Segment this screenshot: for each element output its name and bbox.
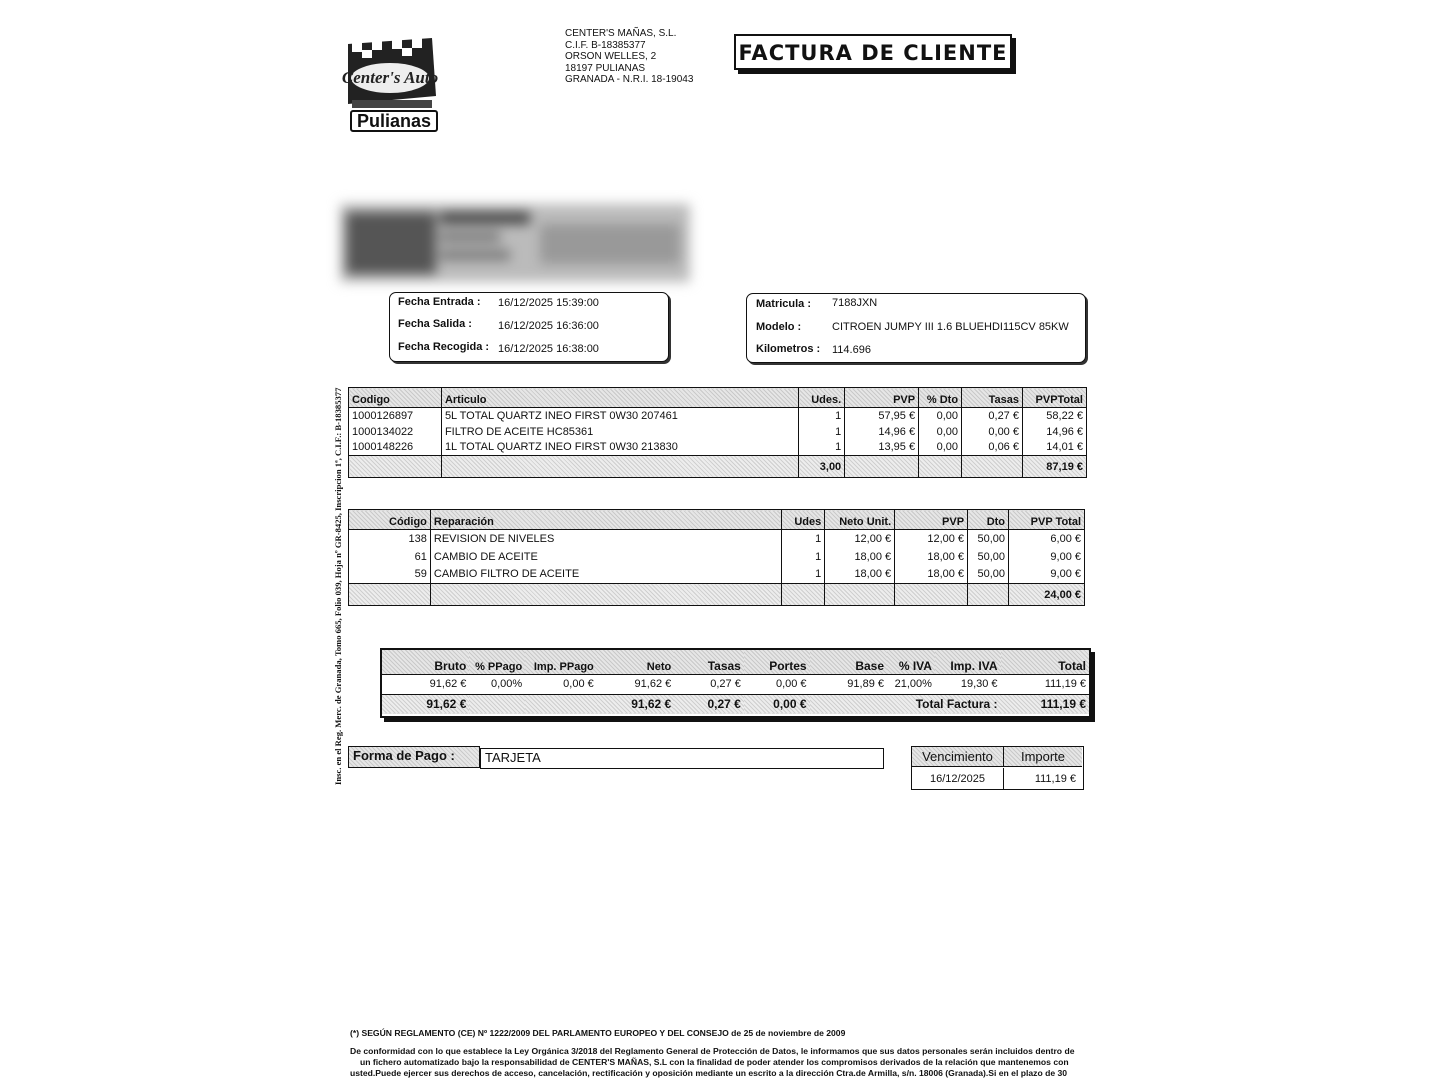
- sum-neto: 91,62 €: [597, 694, 674, 714]
- cell: 0,27 €: [962, 408, 1023, 424]
- cell: 18,00 €: [895, 566, 968, 584]
- reparaciones-table: [348, 509, 1085, 606]
- privacy-notice: [350, 1046, 1098, 1079]
- importe-label: Importe: [1004, 747, 1082, 767]
- totals-table: [382, 650, 1089, 714]
- kilometros-value: 114.696: [832, 344, 871, 356]
- cell: 0,00 €: [775, 678, 807, 690]
- redacted-customer-block: [340, 204, 690, 282]
- document-title: FACTURA DE CLIENTE: [734, 34, 1012, 70]
- cell: 14,96 €: [845, 424, 919, 440]
- cell: 1000126897: [349, 408, 442, 424]
- col-header: Articulo: [441, 388, 798, 408]
- col-header: PVP Total: [1009, 510, 1085, 530]
- cell: 1: [799, 424, 845, 440]
- cell: 0,06 €: [962, 440, 1023, 456]
- col-header: Base: [810, 650, 887, 674]
- cell: 91,62 €: [429, 678, 467, 690]
- cell: 14,01 €: [1022, 440, 1086, 456]
- col-header: Reparación: [430, 510, 781, 530]
- table-row: [349, 530, 1085, 548]
- vencimiento-label: Vencimiento: [912, 747, 1004, 767]
- table-row: [349, 566, 1085, 584]
- col-header: Neto: [597, 650, 674, 674]
- regulation-note: (*) SEGÚN REGLAMENTO (CE) Nº 1222/2009 DEL PARLAMENTO EUROPEO Y DEL CONSEJO de 25 de noviembre de 2009: [350, 1028, 846, 1038]
- cell: 58,22 €: [1022, 408, 1086, 424]
- cell: 1: [799, 408, 845, 424]
- col-header: Tasas: [674, 650, 744, 674]
- cell: 0,00: [919, 424, 962, 440]
- logo-brand-text: Center's Auto: [341, 68, 439, 87]
- cell: 0,00%: [490, 678, 523, 690]
- company-logo: [336, 20, 446, 134]
- col-header: Neto Unit.: [825, 510, 895, 530]
- modelo-label: Modelo :: [756, 321, 802, 333]
- cell: 5L TOTAL QUARTZ INEO FIRST 0W30 207461: [441, 408, 798, 424]
- company-info: [565, 28, 693, 86]
- col-header: Dto: [968, 510, 1009, 530]
- cell: 0,00 €: [962, 424, 1023, 440]
- articulos-header-row: [349, 388, 1087, 408]
- totals-box: [380, 648, 1091, 718]
- articulos-total: 87,19 €: [1022, 456, 1086, 478]
- totals-values-row: [382, 674, 1089, 694]
- sum-portes: 0,00 €: [744, 694, 810, 714]
- totals-header-row: [382, 650, 1089, 674]
- cell: 1: [782, 530, 825, 548]
- articulos-total-udes: 3,00: [799, 456, 845, 478]
- cell: 57,95 €: [845, 408, 919, 424]
- cell: 111,19 €: [1044, 678, 1086, 690]
- forma-pago-label: Forma de Pago :: [348, 746, 480, 768]
- company-city: 18197 PULIANAS: [565, 62, 646, 74]
- sum-tasas: 0,27 €: [674, 694, 744, 714]
- fecha-recogida-label: Fecha Recogida :: [398, 341, 490, 353]
- total-factura-label: Total Factura :: [810, 694, 1001, 714]
- totals-sum-row: [382, 694, 1089, 714]
- articulos-sum-row: [349, 456, 1087, 478]
- reparaciones-total: 24,00 €: [1009, 584, 1085, 606]
- col-header: Bruto: [382, 650, 469, 674]
- cell: 21,00%: [894, 678, 932, 690]
- cell: 0,00: [919, 440, 962, 456]
- company-address: ORSON WELLES, 2: [565, 51, 657, 62]
- company-province: GRANADA - N.R.I. 18-19043: [565, 74, 694, 85]
- col-header: PVPTotal: [1022, 388, 1086, 408]
- vencimiento-box: [911, 746, 1084, 790]
- cell: 19,30 €: [960, 678, 998, 690]
- cell: 91,89 €: [847, 678, 884, 690]
- cell: 1: [782, 566, 825, 584]
- cell: CAMBIO FILTRO DE ACEITE: [430, 566, 781, 584]
- reparaciones-sum-row: [349, 584, 1085, 606]
- col-header: Código: [349, 510, 431, 530]
- col-header: Imp. PPago: [525, 650, 597, 674]
- privacy-line: usted.Puede ejercer sus derechos de acceso, cancelación, rectificación y oposición mediante un escrito a la dirección Ctra.de Armilla, s/n. 18006 (Granada).Si en el plazo de 30: [350, 1068, 1068, 1078]
- cell: 6,00 €: [1009, 530, 1085, 548]
- cell: 0,00 €: [563, 678, 594, 690]
- table-row: [349, 424, 1087, 440]
- total-factura-value: 111,19 €: [1001, 694, 1089, 714]
- cell: 14,96 €: [1022, 424, 1086, 440]
- cell: 59: [349, 566, 431, 584]
- cell: 1: [782, 548, 825, 566]
- cell: 1: [799, 440, 845, 456]
- cell: 9,00 €: [1009, 548, 1085, 566]
- cell: 61: [349, 548, 431, 566]
- cell: 1000134022: [349, 424, 442, 440]
- col-header: Udes: [782, 510, 825, 530]
- kilometros-label: Kilometros :: [756, 343, 821, 355]
- sum-bruto: 91,62 €: [382, 694, 469, 714]
- col-header: % IVA: [887, 650, 935, 674]
- fecha-entrada-label: Fecha Entrada :: [398, 296, 481, 308]
- privacy-line: un fichero automatizado bajo la responsabilidad de CENTER'S MAÑAS, S.L con la finalidad de poder atender los compromisos derivados de la relación que mantenemos con: [360, 1057, 1069, 1067]
- company-name: CENTER'S MAÑAS, S.L.: [565, 28, 677, 39]
- col-header: % PPago: [469, 650, 525, 674]
- fecha-recogida-value: 16/12/2025 16:38:00: [498, 343, 599, 355]
- cell: 50,00: [968, 530, 1009, 548]
- col-header: PVP: [845, 388, 919, 408]
- importe-value: 111,19 €: [1034, 773, 1076, 785]
- col-header: Portes: [744, 650, 810, 674]
- col-header: Udes.: [799, 388, 845, 408]
- privacy-line: De conformidad con lo que establece la Ley Orgánica 3/2018 del Reglamento General de Protección de Datos, le informamos que sus datos personales serán incluidos dentro de: [350, 1046, 1075, 1056]
- registry-side-text: Insc. en el Reg. Merc. de Granada, Tomo 665, Folio 039, Hoja nº GR-8425, Inscripcion 1ª, C.I.F.: B-18385377: [333, 387, 343, 785]
- matricula-value: 7188JXN: [832, 297, 878, 309]
- fecha-salida-value: 16/12/2025 16:36:00: [498, 320, 599, 332]
- cell: 1000148226: [349, 440, 442, 456]
- cell: 12,00 €: [825, 530, 895, 548]
- cell: 9,00 €: [1009, 566, 1085, 584]
- cell: 0,00: [919, 408, 962, 424]
- reparaciones-header-row: [349, 510, 1085, 530]
- forma-pago-value: TARJETA: [480, 748, 884, 769]
- table-row: [349, 408, 1087, 424]
- cell: 91,62 €: [634, 678, 672, 690]
- cell: FILTRO DE ACEITE HC85361: [441, 424, 798, 440]
- fecha-salida-label: Fecha Salida :: [398, 318, 472, 330]
- cell: REVISION DE NIVELES: [430, 530, 781, 548]
- cell: CAMBIO DE ACEITE: [430, 548, 781, 566]
- modelo-value: CITROEN JUMPY III 1.6 BLUEHDI115CV 85KW: [832, 321, 1069, 333]
- cell: 138: [349, 530, 431, 548]
- col-header: Tasas: [962, 388, 1023, 408]
- cell: 18,00 €: [895, 548, 968, 566]
- col-header: Imp. IVA: [935, 650, 1001, 674]
- cell: 12,00 €: [895, 530, 968, 548]
- dates-box: [389, 292, 669, 362]
- col-header: Codigo: [349, 388, 442, 408]
- cell: 0,27 €: [710, 678, 741, 690]
- company-cif: C.I.F. B-18385377: [565, 39, 646, 51]
- table-row: [349, 548, 1085, 566]
- cell: 1L TOTAL QUARTZ INEO FIRST 0W30 213830: [441, 440, 798, 456]
- cell: 50,00: [968, 548, 1009, 566]
- fecha-entrada-value: 16/12/2025 15:39:00: [498, 297, 599, 309]
- logo-location-text: Pulianas: [350, 110, 438, 132]
- logo-badge-icon: [340, 34, 440, 120]
- cell: 50,00: [968, 566, 1009, 584]
- vehicle-box: [746, 293, 1086, 363]
- col-header: % Dto: [919, 388, 962, 408]
- matricula-label: Matricula :: [756, 298, 812, 310]
- table-row: [349, 440, 1087, 456]
- cell: 18,00 €: [825, 548, 895, 566]
- col-header: Total: [1001, 650, 1089, 674]
- vencimiento-value: 16/12/2025: [912, 768, 1004, 790]
- cell: 18,00 €: [825, 566, 895, 584]
- articulos-table: [348, 387, 1087, 478]
- cell: 13,95 €: [845, 440, 919, 456]
- col-header: PVP: [895, 510, 968, 530]
